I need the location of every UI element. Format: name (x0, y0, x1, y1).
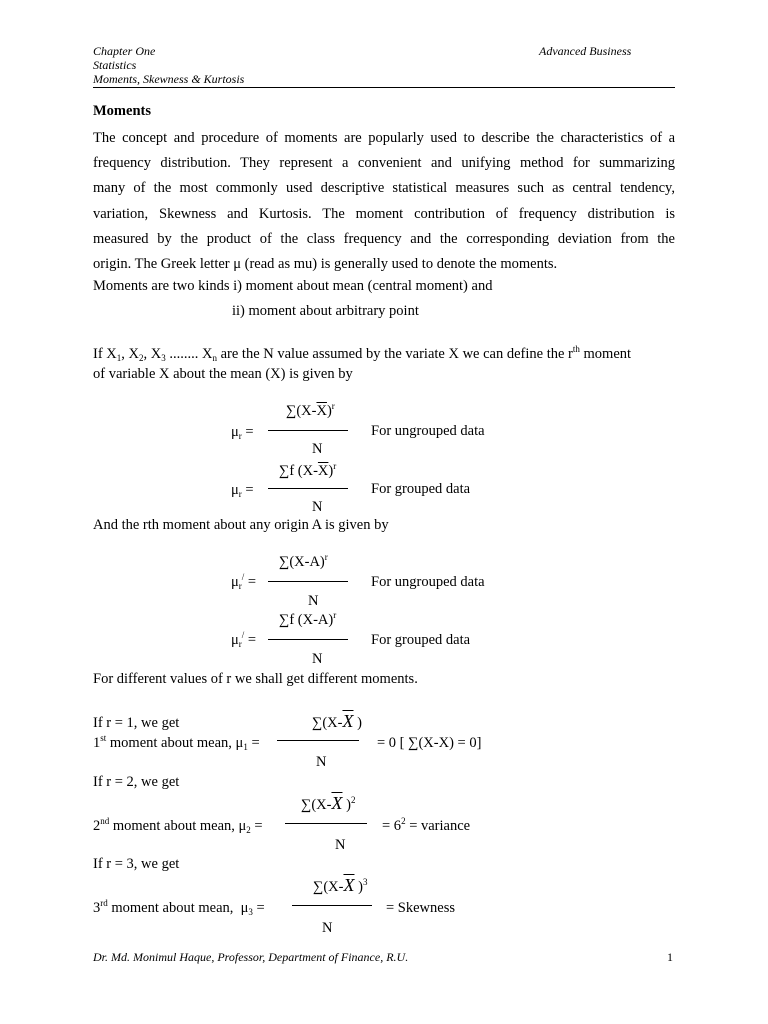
case-r2-result-suffix: = variance (409, 818, 471, 834)
header-rule (93, 87, 675, 88)
paragraph-line: frequency distribution. They represent a convenient and unifying method for summarizing (93, 155, 675, 172)
case-r1-intro: If r = 1, we get (93, 715, 180, 731)
fraction-bar (277, 740, 359, 741)
kinds-line-2: ii) moment about arbitrary point (232, 303, 419, 319)
formula-denominator: N (308, 593, 319, 609)
formula-numerator: $\sum(X-\overline{X}$ )$^2$ (301, 793, 356, 813)
header-topic: Moments, Skewness & Kurtosis (93, 72, 245, 86)
formula-denominator: N (312, 441, 323, 457)
paragraph-line: many of the most commonly used descriptive statistical measures such as central tendency, (93, 180, 675, 197)
formula-numerator: $\sum(X-\overline{X}$ ) (312, 711, 362, 731)
header-subject: Statistics (93, 58, 137, 72)
formula-label: For grouped data (371, 632, 471, 648)
section-title: Moments (93, 103, 151, 119)
intro-paragraph (93, 126, 675, 277)
case-r3-lhs: 3rd moment about mean, $\mu_3$ = (93, 898, 265, 917)
formula-denominator: N (312, 651, 323, 667)
formula-denominator: N (312, 499, 323, 515)
case-r2-intro: If r = 2, we get (93, 774, 180, 790)
fraction-bar (268, 430, 348, 431)
different-values-line: For different values of r we shall get different moments. (93, 671, 418, 687)
paragraph-line: measured by the product of the class frequency and the corresponding deviation from the (93, 230, 675, 247)
definition-line-1: If $X_1$, $X_2$, $X_3$ ........ $X_n$ are the N value assumed by the variate X we can define the $r^{th}$ moment (93, 344, 632, 363)
case-r1-result: = 0 [ ∑(X-X) = 0] (377, 735, 482, 751)
fraction-bar (292, 905, 372, 906)
paragraph-line: origin. The Greek letter μ (read as mu) is generally used to denote the moments. (93, 256, 558, 273)
page-number: 1 (667, 950, 673, 964)
kinds-line-1: Moments are two kinds i) moment about mean (central moment) and (93, 278, 493, 294)
formula-numerator: ∑f $(X-A)^r$ (279, 610, 337, 628)
case-r2-result: = $6^2$ = variance (382, 816, 471, 834)
formula-numerator: $\sum(X-A)^r$ (279, 552, 328, 570)
fraction-bar (268, 488, 348, 489)
formula-label: For ungrouped data (371, 574, 485, 590)
paragraph-line: variation, Skewness and Kurtosis. The moment contribution of frequency distribution is (93, 205, 675, 222)
fraction-bar (285, 823, 367, 824)
case-r2-lhs: 2nd moment about mean, $\mu_2$ = (93, 816, 263, 835)
case-r1-lhs: 1st moment about mean, $\mu_1$ = (93, 733, 260, 752)
formula-denominator: N (322, 920, 333, 936)
formula-denominator: N (316, 754, 327, 770)
fraction-bar (268, 581, 348, 582)
case-r3-result: = Skewness (386, 900, 455, 916)
formula-numerator: ∑f $(X-\overline{X})^r$ (279, 461, 337, 479)
formula-lhs: $\mu_r$ = (231, 482, 254, 499)
footer-author: Dr. Md. Monimul Haque, Professor, Department of Finance, R.U. (93, 950, 409, 964)
formula-lhs: $\mu_r^/$ = (231, 630, 257, 649)
header-chapter: Chapter One (93, 44, 156, 58)
fraction-bar (268, 639, 348, 640)
origin-intro: And the rth moment about any origin A is given by (93, 517, 389, 533)
paragraph-line: The concept and procedure of moments are popularly used to describe the characteristics of a (93, 130, 675, 146)
formula-denominator: N (335, 837, 346, 853)
formula-lhs: $\mu_r$ = (231, 424, 254, 441)
formula-label: For grouped data (371, 481, 471, 497)
formula-numerator: $\sum(X-\overline{X}$ )$^3$ (313, 875, 368, 895)
header-course: Advanced Business (539, 44, 632, 58)
formula-numerator: $\sum(X-\overline{X})^r$ (286, 401, 335, 419)
formula-lhs: $\mu_r^/$ = (231, 572, 257, 591)
formula-label: For ungrouped data (371, 423, 485, 439)
case-r3-intro: If r = 3, we get (93, 856, 180, 872)
definition-line-2: of variable X about the mean (X) is given by (93, 366, 353, 382)
